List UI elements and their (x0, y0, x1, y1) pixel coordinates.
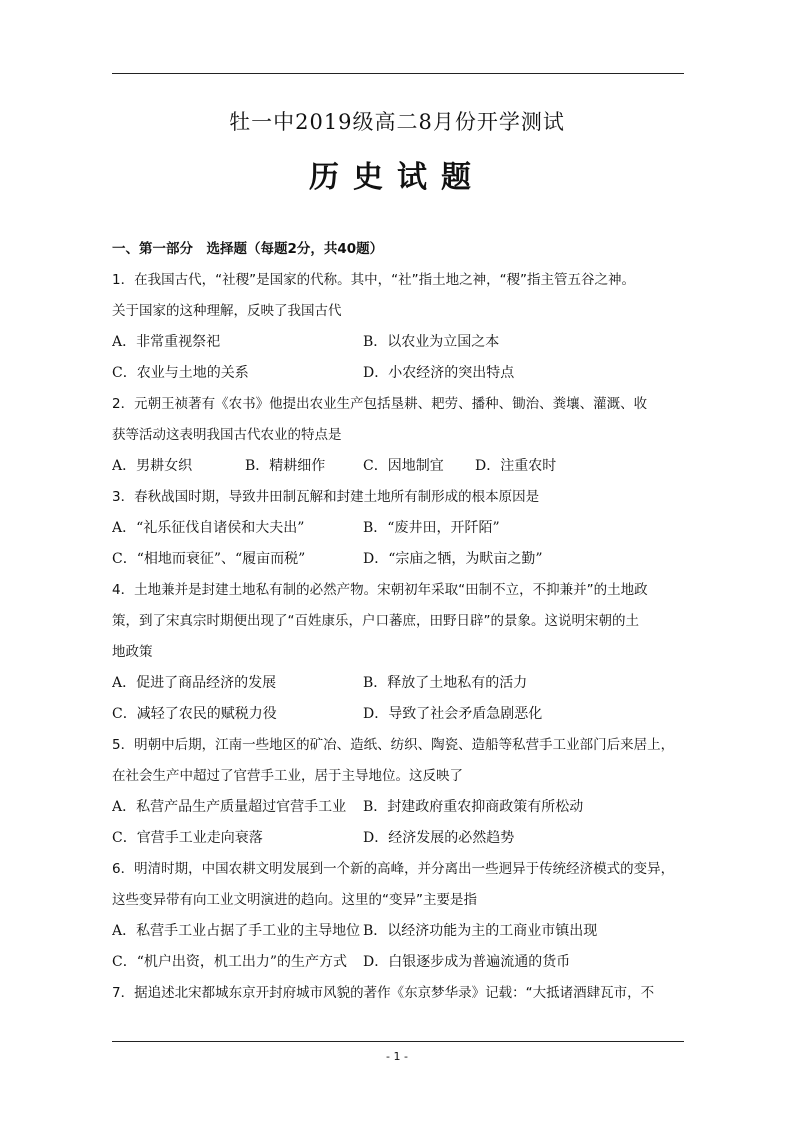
question-stem-line: 4．土地兼并是封建土地私有制的必然产物。宋朝初年采取“田制不立，不抑兼并”的土地政 (112, 582, 648, 598)
options-row (112, 513, 684, 544)
option-a[interactable]: A．“礼乐征伐自诸侯和大夫出” (112, 520, 305, 536)
question-stem-line: 策，到了宋真宗时期便出现了“百姓康乐，户口蕃庶，田野日辟”的景象。这说明宋朝的土 (112, 613, 639, 629)
question-stem-line: 获等活动这表明我国古代农业的特点是 (112, 427, 342, 443)
question-stem-line: 地政策 (112, 644, 153, 660)
option-b[interactable]: B．封建政府重农抑商政策有所松动 (363, 799, 584, 815)
question-stem-line: 2．元朝王祯著有《农书》他提出农业生产包括垦耕、耙劳、播种、锄治、粪壤、灌溉、收 (112, 396, 648, 412)
footer-rule (112, 1041, 684, 1042)
question-5 (112, 730, 684, 854)
option-c[interactable]: C．农业与土地的关系 (112, 365, 249, 381)
options-row (112, 792, 684, 823)
option-a[interactable]: A．男耕女织 (112, 458, 193, 474)
question-stem-line: 关于国家的这种理解，反映了我国古代 (112, 303, 342, 319)
option-a[interactable]: A．私营手工业占据了手工业的主导地位 (112, 923, 361, 939)
question-stem-line: 6．明清时期，中国农耕文明发展到一个新的高峰，并分离出一些迥异于传统经济模式的变异， (112, 861, 675, 877)
header-rule (112, 73, 684, 74)
question-stem-line: 3．春秋战国时期，导致井田制瓦解和封建土地所有制形成的根本原因是 (112, 489, 540, 505)
option-c[interactable]: C．官营手工业走向衰落 (112, 830, 263, 846)
question-stem-line: 1．在我国古代，“社稷”是国家的代称。其中，“社”指土地之神，“稷”指主管五谷之神。 (112, 272, 636, 288)
option-d[interactable]: D．经济发展的必然趋势 (363, 830, 515, 846)
question-6 (112, 854, 684, 978)
question-3 (112, 482, 684, 575)
option-a[interactable]: A．私营产品生产质量超过官营手工业 (112, 799, 347, 815)
option-d[interactable]: D．“宗庙之牺，为畎亩之勤” (363, 551, 543, 567)
question-stem-line: 7．据追述北宋都城东京开封府城市风貌的著作《东京梦华录》记载：“大抵诸酒肆瓦市，不 (112, 985, 655, 1001)
exam-title: 历史试题 (309, 160, 485, 195)
option-d[interactable]: D．导致了社会矛盾急剧恶化 (363, 706, 543, 722)
exam-subtitle: 牡一中2019级高二8月份开学测试 (229, 110, 565, 134)
question-stem-line: 5．明朝中后期，江南一些地区的矿冶、造纸、纺织、陶瓷、造船等私营手工业部门后来居上， (112, 737, 675, 753)
options-row (112, 699, 684, 730)
options-row (112, 358, 684, 389)
option-b[interactable]: B．释放了土地私有的活力 (363, 675, 528, 691)
option-c[interactable]: C．因地制宜 (363, 458, 444, 474)
option-d[interactable]: D．注重农时 (475, 458, 557, 474)
option-a[interactable]: A．促进了商品经济的发展 (112, 675, 277, 691)
options-row (112, 544, 684, 575)
question-stem-line: 在社会生产中超过了官营手工业，居于主导地位。这反映了 (112, 768, 463, 784)
options-row (112, 668, 684, 699)
option-b[interactable]: B．精耕细作 (245, 458, 326, 474)
options-row (112, 327, 684, 358)
options-row (112, 451, 684, 482)
options-row (112, 947, 684, 978)
question-1 (112, 265, 684, 389)
option-b[interactable]: B．以农业为立国之本 (363, 334, 500, 350)
option-d[interactable]: D．白银逐步成为普遍流通的货币 (363, 954, 571, 970)
question-7 (112, 978, 684, 1009)
question-stem-line: 这些变异带有向工业文明演进的趋向。这里的“变异”主要是指 (112, 892, 477, 908)
page-number: - 1 - (386, 1050, 408, 1063)
section-heading: 一、第一部分 选择题（每题2分，共40题） (112, 241, 384, 257)
options-row (112, 916, 684, 947)
option-d[interactable]: D．小农经济的突出特点 (363, 365, 515, 381)
options-row (112, 823, 684, 854)
option-b[interactable]: B．“废井田，开阡陌” (363, 520, 500, 536)
question-2 (112, 389, 684, 482)
option-a[interactable]: A．非常重视祭祀 (112, 334, 221, 350)
question-4 (112, 575, 684, 730)
option-c[interactable]: C．“机户出资，机工出力”的生产方式 (112, 954, 348, 970)
option-c[interactable]: C．“相地而衰征”、“履亩而税” (112, 551, 306, 567)
option-b[interactable]: B．以经济功能为主的工商业市镇出现 (363, 923, 598, 939)
option-c[interactable]: C．减轻了农民的赋税力役 (112, 706, 277, 722)
exam-content (112, 234, 684, 1009)
